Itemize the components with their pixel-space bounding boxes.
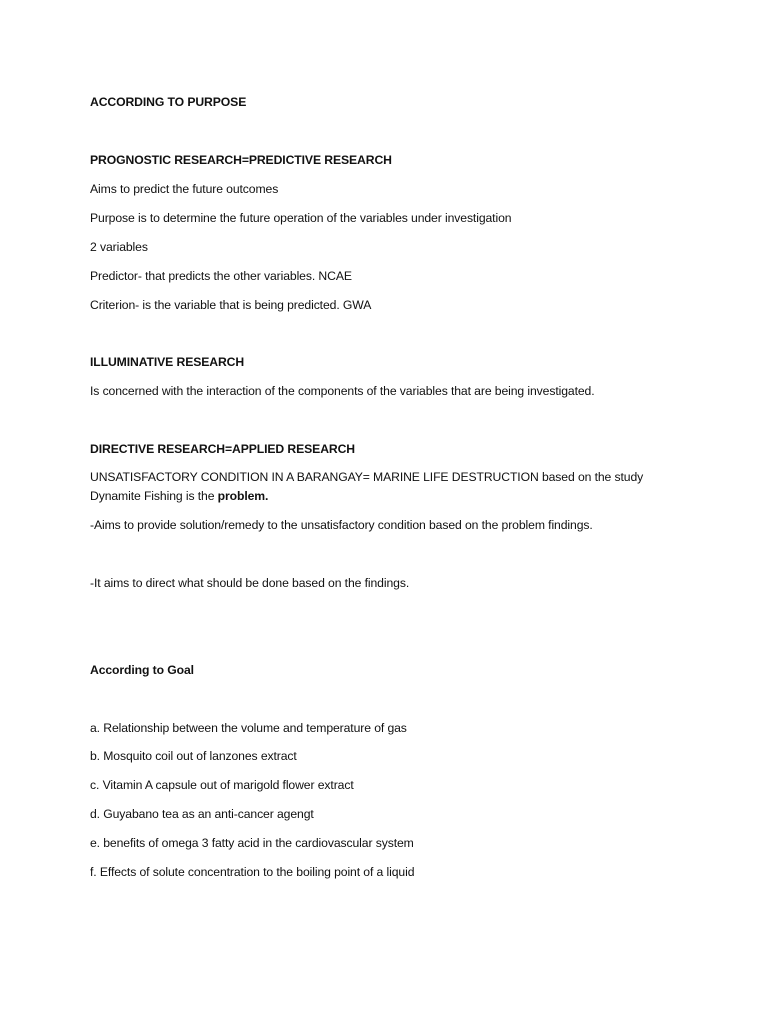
prognostic-line: Aims to predict the future outcomes [90, 182, 279, 196]
prognostic-line: 2 variables [90, 240, 148, 254]
prognostic-line: Predictor- that predicts the other variables. NCAE [90, 269, 352, 283]
illuminative-line: Is concerned with the interaction of the components of the variables that are being investigated. [90, 384, 595, 398]
heading-prognostic-research: PROGNOSTIC RESEARCH=PREDICTIVE RESEARCH [90, 153, 392, 167]
directive-paragraph-line2 [90, 488, 268, 504]
heading-according-to-goal: According to Goal [90, 663, 194, 677]
directive-paragraph-line1: UNSATISFACTORY CONDITION IN A BARANGAY= MARINE LIFE DESTRUCTION based on the study [90, 470, 644, 484]
heading-directive-research: DIRECTIVE RESEARCH=APPLIED RESEARCH [90, 442, 356, 456]
directive-aims-solution: -Aims to provide solution/remedy to the unsatisfactory condition based on the problem findings. [90, 518, 593, 532]
prognostic-line: Criterion- is the variable that is being predicted. GWA [90, 298, 372, 312]
goal-list-item: c. Vitamin A capsule out of marigold flower extract [90, 778, 354, 792]
heading-illuminative-research: ILLUMINATIVE RESEARCH [90, 355, 245, 369]
directive-paragraph-bold: problem. [217, 489, 269, 503]
prognostic-line: Purpose is to determine the future operation of the variables under investigation [90, 211, 512, 225]
goal-list-item: b. Mosquito coil out of lanzones extract [90, 749, 297, 763]
directive-aims-direct: -It aims to direct what should be done based on the findings. [90, 576, 410, 590]
goal-list-item: f. Effects of solute concentration to the boiling point of a liquid [90, 865, 415, 879]
heading-according-to-purpose: ACCORDING TO PURPOSE [90, 95, 247, 109]
goal-list-item: e. benefits of omega 3 fatty acid in the cardiovascular system [90, 836, 414, 850]
goal-list-item: a. Relationship between the volume and temperature of gas [90, 721, 407, 735]
directive-paragraph-text: Dynamite Fishing is the [90, 489, 218, 503]
goal-list-item: d. Guyabano tea as an anti-cancer agengt [90, 807, 314, 821]
